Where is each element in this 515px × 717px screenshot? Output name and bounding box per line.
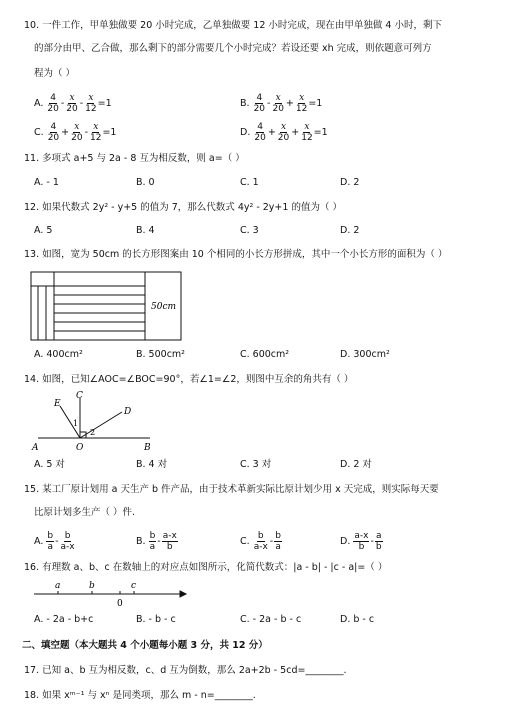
operator: + bbox=[291, 126, 300, 138]
q12-option-b[interactable]: B. 4 bbox=[136, 225, 155, 236]
option-label: C. bbox=[240, 536, 250, 547]
point-c-label: C bbox=[76, 391, 83, 401]
q10-option-c[interactable] bbox=[34, 122, 116, 143]
q12-option-a[interactable]: A. 5 bbox=[34, 225, 53, 236]
numerator: x bbox=[93, 122, 99, 132]
q18-text: 18. 如果 xᵐ⁻¹ 与 xⁿ 是同类项，那么 m - n=________. bbox=[24, 690, 256, 701]
q15-option-a[interactable] bbox=[34, 531, 76, 552]
numerator: x bbox=[69, 93, 75, 103]
denominator: 20 bbox=[277, 133, 290, 143]
option-label: A. bbox=[34, 536, 44, 547]
denominator: a-x bbox=[60, 542, 75, 552]
q11-option-a[interactable]: A. - 1 bbox=[34, 177, 59, 188]
denominator: 20 bbox=[71, 133, 83, 143]
q12-stem: 12. 如果代数式 2y² - y+5 的值为 7，那么代数式 4y² - 2y+1 的值为（ ） bbox=[24, 202, 342, 213]
numerator: x bbox=[275, 93, 281, 103]
operator: + bbox=[61, 126, 70, 138]
q10-line1: 10. 一件工作，甲单独做要 20 小时完成，乙单独做要 12 小时完成，现在由甲单独做 4 小时，剩下 bbox=[24, 20, 442, 31]
q13-option-d[interactable]: D. 300cm² bbox=[340, 349, 390, 360]
q14-option-d[interactable]: D. 2 对 bbox=[340, 459, 372, 470]
denominator: 12 bbox=[295, 104, 308, 114]
q15-option-b[interactable] bbox=[136, 531, 178, 552]
operator: - bbox=[267, 97, 271, 109]
numerator: 4 bbox=[256, 93, 263, 103]
numerator: x bbox=[299, 93, 305, 103]
q10-line3: 程为（ ） bbox=[34, 68, 76, 79]
operator: - bbox=[370, 535, 374, 547]
operator: - bbox=[79, 97, 84, 109]
axis-arrow bbox=[180, 591, 186, 597]
width-label: 50cm bbox=[151, 302, 177, 312]
q14-angle-figure bbox=[30, 388, 160, 456]
operator: + bbox=[267, 126, 276, 138]
operator: - bbox=[84, 126, 88, 138]
q15-line1: 15. 某工厂原计划用 a 天生产 b 件产品，由于技术革新实际比原计划少用 x 天完成，则实际每天要 bbox=[24, 484, 439, 495]
numerator: a bbox=[376, 531, 382, 541]
numerator: a-x bbox=[162, 531, 177, 541]
option-label: C. bbox=[34, 127, 44, 138]
q14-option-b[interactable]: B. 4 对 bbox=[136, 459, 168, 470]
q14-option-a[interactable]: A. 5 对 bbox=[34, 459, 65, 470]
q16-option-b[interactable]: B. - b - c bbox=[136, 614, 176, 625]
numerator: 4 bbox=[257, 122, 263, 132]
denominator: b bbox=[375, 542, 382, 552]
q13-stem: 13. 如图，宽为 50cm 的长方形图案由 10 个相同的小长方形拼成，其中一个小长方形的面积为（ ） bbox=[24, 249, 448, 260]
q17-text: 17. 已知 a、b 互为相反数，c、d 互为倒数，那么 2a+2b - 5cd=________. bbox=[24, 665, 347, 676]
equals: =1 bbox=[313, 127, 328, 138]
q16-option-a[interactable]: A. - 2a - b+c bbox=[34, 614, 94, 625]
denominator: a bbox=[149, 542, 156, 552]
numerator: 4 bbox=[50, 93, 56, 103]
point-a-label: A bbox=[32, 443, 39, 453]
numerator: b bbox=[47, 531, 54, 541]
denominator: a bbox=[47, 542, 53, 552]
numerator: b bbox=[257, 531, 264, 541]
denominator: a bbox=[275, 542, 281, 552]
operator: - bbox=[269, 535, 274, 547]
option-label: B. bbox=[136, 536, 146, 547]
denominator: 20 bbox=[47, 133, 60, 143]
equals: =1 bbox=[308, 98, 323, 109]
angle-1-label: 1 bbox=[73, 419, 79, 428]
numerator: a-x bbox=[354, 531, 369, 541]
q10-option-b[interactable] bbox=[240, 93, 322, 114]
q14-option-c[interactable]: C. 3 对 bbox=[240, 459, 272, 470]
numerator: x bbox=[304, 122, 310, 132]
q14-stem: 14. 如图，已知∠AOC=∠BOC=90°，若∠1=∠2，则图中互余的角共有（ ） bbox=[24, 374, 354, 385]
denominator: 20 bbox=[66, 104, 78, 114]
numerator: x bbox=[88, 93, 94, 103]
operator: - bbox=[55, 535, 59, 547]
q10-line2: 的部分由甲、乙合做，那么剩下的部分需要几个小时完成？若设还要 xh 完成，则依题意可列方 bbox=[34, 43, 432, 54]
denominator: 12 bbox=[301, 133, 313, 143]
denominator: 20 bbox=[47, 104, 59, 114]
q16-option-d[interactable]: D. b - c bbox=[340, 614, 375, 625]
axis-label-a: a bbox=[55, 581, 61, 591]
denominator: 20 bbox=[272, 104, 284, 114]
section-heading: 二、填空题（本大题共 4 个小题每小题 3 分，共 12 分） bbox=[22, 640, 268, 651]
q11-stem: 11. 多项式 a+5 与 2a - 8 互为相反数，则 a=（ ） bbox=[24, 153, 245, 164]
q16-stem: 16. 有理数 a、b、c 在数轴上的对应点如图所示，化简代数式：|a - b| - |c - a|=（ ） bbox=[24, 562, 388, 573]
operator: + bbox=[285, 97, 294, 109]
option-label: D. bbox=[340, 536, 351, 547]
q11-option-b[interactable]: B. 0 bbox=[136, 177, 155, 188]
q15-option-c[interactable] bbox=[240, 531, 282, 552]
q15-line2: 比原计划多生产（ ）件. bbox=[34, 507, 136, 518]
axis-label-b: b bbox=[89, 581, 95, 591]
numerator: b bbox=[64, 531, 71, 541]
angle-2-label: 2 bbox=[90, 428, 96, 437]
operator: - bbox=[60, 97, 65, 109]
denominator: 20 bbox=[253, 104, 266, 114]
operator: - bbox=[157, 535, 161, 547]
axis-label-zero: 0 bbox=[117, 599, 123, 609]
q11-option-c[interactable]: C. 1 bbox=[240, 177, 259, 188]
q10-option-a[interactable] bbox=[34, 93, 112, 114]
option-label: D. bbox=[240, 127, 251, 138]
point-d-label: D bbox=[124, 407, 132, 417]
q12-option-d[interactable]: D. 2 bbox=[340, 225, 360, 236]
equals: =1 bbox=[102, 127, 117, 138]
numerator: 4 bbox=[50, 122, 57, 132]
axis-label-c: c bbox=[131, 581, 137, 591]
equals: =1 bbox=[97, 98, 112, 109]
numerator: x bbox=[74, 122, 80, 132]
q12-option-c[interactable]: C. 3 bbox=[240, 225, 259, 236]
q13-option-b[interactable]: B. 500cm² bbox=[136, 349, 185, 360]
numerator: x bbox=[280, 122, 287, 132]
q13-option-a[interactable]: A. 400cm² bbox=[34, 349, 83, 360]
option-label: B. bbox=[240, 98, 250, 109]
option-label: A. bbox=[34, 98, 44, 109]
numerator: b bbox=[149, 531, 156, 541]
point-e-label: E bbox=[54, 399, 61, 409]
point-o-label: O bbox=[76, 443, 84, 453]
denominator: b bbox=[166, 542, 173, 552]
denominator: 12 bbox=[85, 104, 97, 114]
denominator: 20 bbox=[254, 133, 266, 143]
q16-number-line bbox=[30, 578, 190, 610]
denominator: b bbox=[358, 542, 365, 552]
denominator: 12 bbox=[90, 133, 102, 143]
q13-option-c[interactable]: C. 600cm² bbox=[240, 349, 290, 360]
q16-option-c[interactable]: C. - 2a - b - c bbox=[240, 614, 302, 625]
numerator: b bbox=[275, 531, 281, 541]
q11-option-d[interactable]: D. 2 bbox=[340, 177, 360, 188]
q15-option-d[interactable] bbox=[340, 531, 383, 552]
q10-option-d[interactable] bbox=[240, 122, 328, 143]
q13-rectangle-figure bbox=[30, 270, 190, 342]
denominator: a-x bbox=[253, 542, 268, 552]
point-b-label: B bbox=[144, 443, 151, 453]
